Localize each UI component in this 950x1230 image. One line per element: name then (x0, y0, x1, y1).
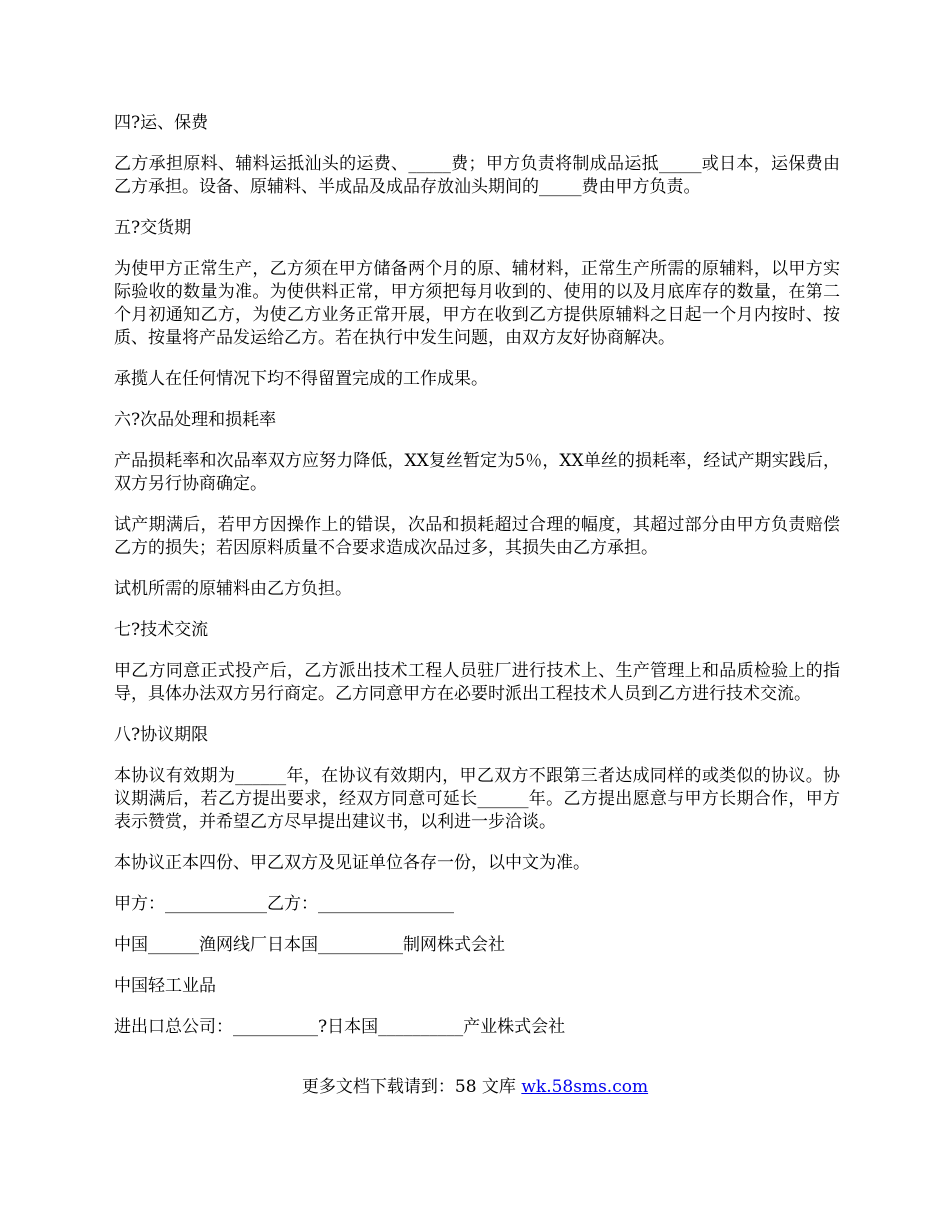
footer-prefix: 更多文档下载请到：58 文库 (301, 1077, 522, 1097)
section-heading-delivery: 五?交货期 (114, 218, 192, 238)
section-heading-shipping-insurance: 四?运、保费 (114, 113, 209, 133)
document-body (114, 112, 840, 1057)
paragraph-tech-exchange: 甲乙方同意正式投产后，乙方派出技术工程人员驻厂进行技术上、生产管理上和品质检验上的指导，具体办法双方另行商定。乙方同意甲方在必要时派出工程技术人员到乙方进行技术交流。 (114, 661, 840, 704)
footer-link[interactable]: wk.58sms.com (521, 1077, 649, 1097)
section-heading-defects-loss: 六?次品处理和损耗率 (114, 410, 277, 430)
section-heading-term: 八?协议期限 (114, 725, 209, 745)
signature-china-light-industry: 中国轻工业品 (114, 976, 216, 996)
section-heading-tech-exchange: 七?技术交流 (114, 620, 209, 640)
paragraph-term: 本协议有效期为______年，在协议有效期内，甲乙双方不跟第三者达成同样的或类似的协议。协议期满后，若乙方提出要求，经双方同意可延长______年。乙方提出愿意与甲方长期合作，甲方表示赞赏，并希望乙方尽早提出建议书，以利进一步洽谈。 (114, 766, 840, 832)
download-footer (0, 1076, 950, 1099)
paragraph-shipping-costs: 乙方承担原料、辅料运抵汕头的运费、_____费；甲方负责将制成品运抵_____或日本，运保费由乙方承担。设备、原辅料、半成品及成品存放汕头期间的_____费由甲方负责。 (114, 154, 840, 197)
paragraph-loss-rate: 产品损耗率和次品率双方应努力降低，XX复丝暂定为5％，XX单丝的损耗率，经试产期实践后，双方另行协商确定。 (114, 451, 840, 494)
paragraph-lien-clause: 承揽人在任何情况下均不得留置完成的工作成果。 (114, 369, 488, 389)
signature-import-export-line: 进出口总公司：__________?日本国__________产业株式会社 (114, 1017, 566, 1037)
signature-parties-line: 甲方：____________乙方：________________ (114, 894, 454, 914)
paragraph-delivery-terms: 为使甲方正常生产，乙方须在甲方储备两个月的原、辅材料，正常生产所需的原辅料，以甲方实际验收的数量为准。为使供料正常，甲方须把每月收到的、使用的以及月底库存的数量，在第二个月初通知乙方，为使乙方业务正常开展，甲方在收到乙方提供原辅料之日起一个月内按时、按质、按量将产品发运给乙方。若在执行中发生问题，由双方友好协商解决。 (114, 259, 840, 348)
paragraph-copies: 本协议正本四份、甲乙双方及见证单位各存一份，以中文为准。 (114, 853, 590, 873)
paragraph-trial-materials: 试机所需的原辅料由乙方负担。 (114, 579, 352, 599)
signature-company-line: 中国______渔网线厂日本国__________制网株式会社 (114, 935, 505, 955)
paragraph-trial-compensation: 试产期满后，若甲方因操作上的错误，次品和损耗超过合理的幅度，其超过部分由甲方负责赔偿乙方的损失；若因原料质量不合要求造成次品过多，其损失由乙方承担。 (114, 515, 840, 558)
